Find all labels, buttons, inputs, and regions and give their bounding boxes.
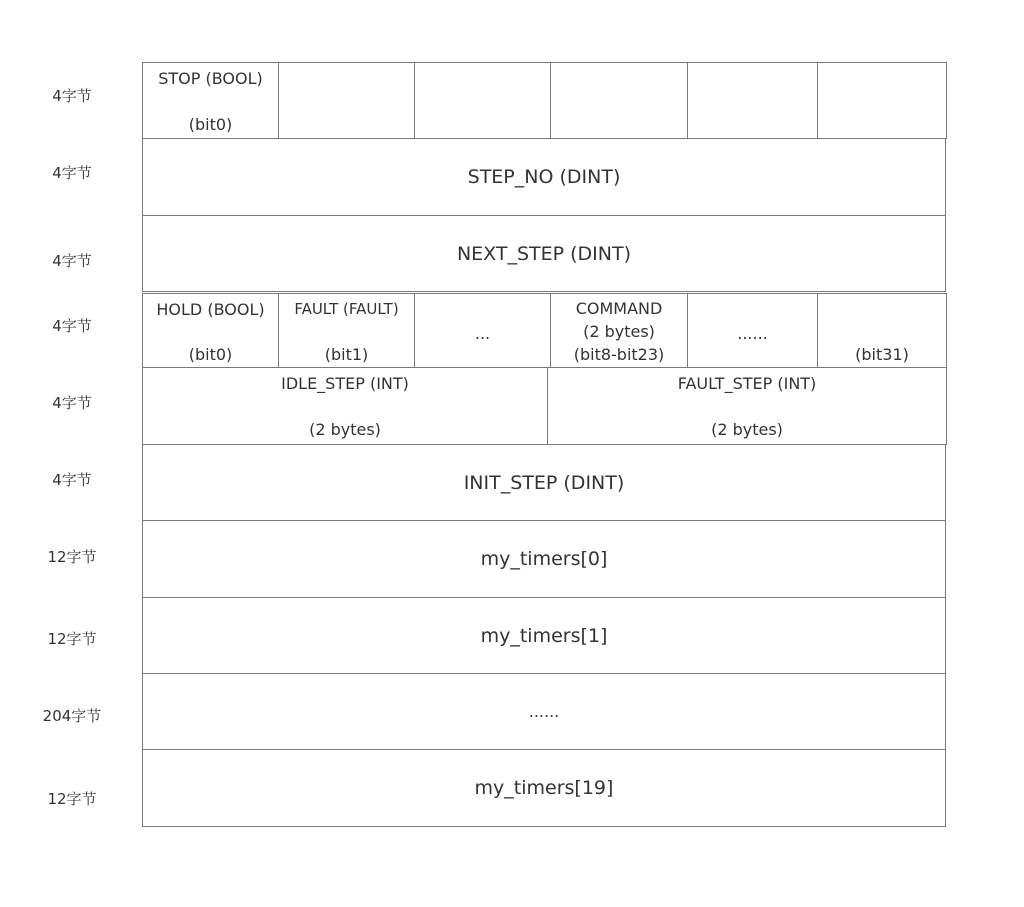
fault-name: FAULT (FAULT) [294,300,399,318]
timer-cell [142,749,946,827]
timer-label: my_timers[0] [480,548,608,570]
next-step-cell [142,215,946,292]
timer-label: my_timers[1] [480,624,608,647]
hold-cell [142,293,279,368]
row-size-label: 12字节 [47,630,97,648]
timer-label: my_timers[19] [474,777,614,799]
row-size-label: 4字节 [52,471,92,489]
row-size-label: 4字节 [52,394,92,412]
fault-step-cell [547,367,947,445]
empty-cell [817,62,947,139]
command-size: (2 bytes) [583,322,655,341]
init-step-cell [142,444,946,521]
idle-step-name: IDLE_STEP (INT) [281,374,409,393]
stop-bit: (bit0) [188,115,233,134]
init-step-label: INIT_STEP (DINT) [463,471,625,494]
timers-ellipsis-cell [142,673,946,750]
row-size-label: 4字节 [52,317,92,335]
row-size-label: 4字节 [52,87,92,105]
row-size-label: 4字节 [52,252,92,270]
command-name: COMMAND [575,299,663,318]
ellipsis-cell [687,293,818,368]
timer-cell [142,520,946,598]
fault-cell [278,293,415,368]
idle-step-cell [142,367,548,445]
hold-name: HOLD (BOOL) [156,300,265,319]
step-no-label: STEP_NO (DINT) [467,166,621,188]
bit31-label: (bit31) [855,345,909,364]
empty-cell [414,62,551,139]
ellipsis-text: ... [474,324,491,343]
idle-step-size: (2 bytes) [309,420,381,439]
empty-cell [278,62,415,139]
row-size-label: 204字节 [42,707,102,725]
ellipsis-text: ...... [737,324,768,343]
empty-cell [687,62,818,139]
hold-bit: (bit0) [188,345,233,364]
row-size-label: 12字节 [47,548,97,566]
fault-step-name: FAULT_STEP (INT) [677,374,817,393]
bit31-cell [817,293,947,368]
timer-cell [142,597,946,674]
row-size-label: 4字节 [52,164,92,182]
timers-ellipsis-label: ...... [528,702,560,721]
fault-bit: (bit1) [324,345,369,364]
row-size-label: 12字节 [47,790,97,808]
empty-cell [550,62,688,139]
step-no-cell [142,138,946,216]
command-bits: (bit8-bit23) [573,345,665,364]
command-cell [550,293,688,368]
ellipsis-cell [414,293,551,368]
fault-step-size: (2 bytes) [711,420,783,439]
stop-cell [142,62,279,139]
stop-name: STOP (BOOL) [158,69,263,88]
next-step-label: NEXT_STEP (DINT) [456,242,632,265]
